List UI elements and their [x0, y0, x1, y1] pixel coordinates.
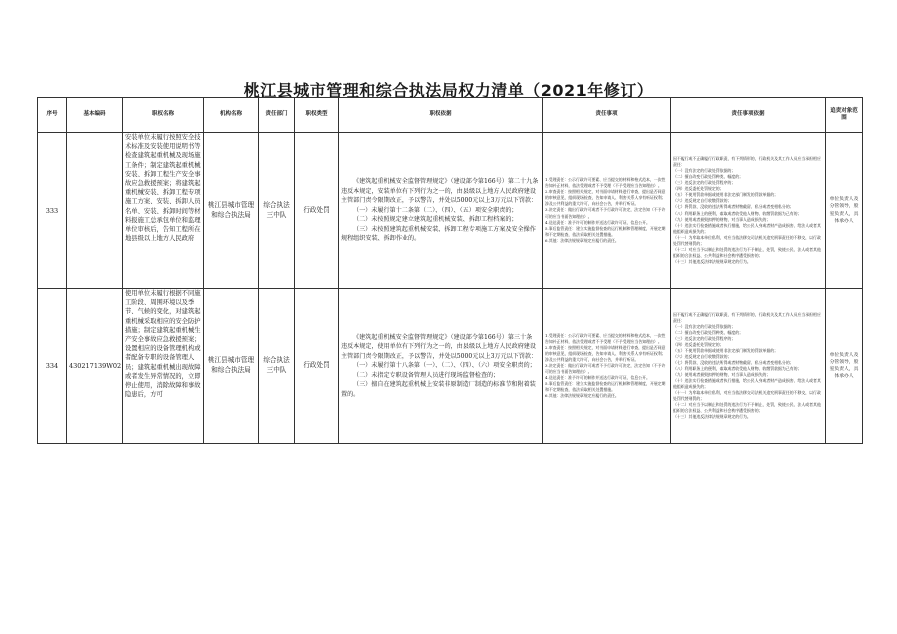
- resp-basis-line: （七）将罚款、没收的违法所得或者财物截留、私分或者变相私分的；: [673, 204, 794, 210]
- power-list-table: [37, 97, 863, 444]
- resp-basis-line: （四）违反委托处罚规定的；: [673, 186, 724, 192]
- cell-responsibility-basis: [671, 133, 826, 289]
- table-header-row: [38, 98, 863, 133]
- basis-line: （三）未按照建筑起重机械安装、拆卸工程专项施工方案及安全操作规程组织安装、拆卸作业的。: [341, 225, 536, 243]
- resp-line: 6.其他：法律法规规章规定应履行的责任。: [545, 237, 619, 243]
- resp-basis-line: 因不履行或不正确履行行政职责，有下列情形的，行政机关及其工作人员应当承担相应责任：: [673, 311, 821, 323]
- resp-basis-line: （十三）其他违反法律法规规章规定的行为。: [673, 414, 751, 420]
- header-org: 机构名称: [204, 98, 259, 133]
- cell-kind: 行政处罚: [295, 133, 339, 289]
- resp-line: 5.事后监管责任：建立实施监督检查的运行机制和管理制度，开展定期和不定期检查，依法采取相关处置措施。: [545, 381, 666, 393]
- resp-basis-line: （八）利用职务上的便利，索取或者收受他人财物、收缴罚款据为己有的；: [673, 366, 802, 371]
- resp-basis-line: （十二）对应当予以制止和处罚的违法行为不予制止、处罚，致使公民、法人或者其他组织的合法权益、公共利益和社会秩序遭受损害的；: [673, 246, 821, 258]
- resp-basis-line: （十三）其他违反法律法规规章规定的行为。: [673, 258, 751, 264]
- header-basis: 职权依据: [339, 98, 543, 133]
- header-seq: 序号: [38, 98, 67, 133]
- resp-basis-line: （六）违反规定自行收缴罚款的；: [673, 198, 732, 204]
- basis-line: 《建筑起重机械安全监督管理规定》（建设部令第166号）第三十条 违反本规定，使用单位有下列行为之一的，由县级以上地方人民政府建设主管部门责令限期改正，予以警告，并处以5000元以上3万元以下罚款：: [341, 333, 539, 360]
- resp-basis-line: （十一）为牟取本单位私利，对应当依法移交司法机关追究刑事责任的不移交，以行政处罚代替刑罚的；: [673, 390, 821, 402]
- resp-basis-line: （五）不使用罚款单据或使用非法定部门制发的罚款单据的；: [673, 192, 779, 198]
- resp-line: 4.送达责任：准予许可的制作并送达行政许可证，信息公开。: [545, 375, 650, 381]
- resp-line: 4.送达责任：准予许可的制作并送达行政许可证，信息公开。: [545, 219, 650, 225]
- resp-basis-line: （五）不使用罚款单据或使用非法定部门制发的罚款单据的；: [673, 347, 779, 353]
- resp-line: 3.决定责任：做出行政许可或者不予行政许可决定，法定告知（不予许可的应当书面告知理由）。: [545, 207, 666, 219]
- cell-code: [67, 133, 123, 289]
- header-remark: 追责对象范围: [826, 98, 863, 133]
- resp-basis-line: （三）违反法定的行政处罚程序的；: [673, 180, 736, 186]
- resp-line: 3.决定责任：做出行政许可或者不予行政许可决定，法定告知（不予许可的应当书面告知理由）。: [545, 362, 666, 375]
- header-dept: 责任部门: [259, 98, 295, 133]
- cell-power-name: 安装单位未履行按照安全技术标准及安装使用说明书等检查建筑起重机械及现场施工条件；制定建筑起重机械安装、拆卸工程生产安全事故应急救援预案；将建筑起重机械安装、拆卸工程专项施工方案、安装、拆卸人员名单、安装、拆卸时间等材料报施工总承包单位和监理单位审核后，告知工程所在地县级以上地方人民政府: [123, 133, 204, 289]
- resp-basis-line: （四）违反委托处罚规定的；: [673, 341, 724, 347]
- resp-basis-line: （十）违法实行检查措施或者执行措施，给公民人身或者财产造成损害、给法人或者其他组织造成损失的；: [673, 222, 821, 234]
- resp-line: 2.审查责任：按照相关规定，对书面申请材料进行审查，提出是否同意的审核意见，组织现场检查，告知申请人、利害关系人享有听证权利；涉及公共利益的重大许可，向社会公告，并举行听证。: [545, 189, 666, 207]
- cell-accountability: 单位负责人及分管领导，股室负责人，具体承办人: [826, 289, 863, 444]
- header-code: 基本编码: [67, 98, 123, 133]
- cell-kind: 行政处罚: [295, 289, 339, 444]
- resp-line: 5.事后监管责任：建立实施监督检查的运行机制和管理制度，开展定期和不定期检查，依法采取相关处置措施。: [545, 225, 666, 237]
- basis-line: （二）未按照规定建立建筑起重机械安装、拆卸工程档案的；: [353, 216, 518, 224]
- basis-line: （二）未指定专职设备管理人员进行现场监督检查的；: [353, 371, 500, 379]
- basis-line: （一）未履行第十二条第（二）、（四）、（五）项安全职责的；: [353, 206, 518, 214]
- cell-accountability: 单位负责人及分管领导，股室负责人，具体承办人: [826, 133, 863, 289]
- basis-line: （一）未履行第十八条第（一）、（二）、（四）、（六）项安全职责的；: [353, 362, 536, 370]
- header-kind: 职权类型: [295, 98, 339, 133]
- cell-dept: 综合执法三中队: [259, 133, 295, 289]
- cell-responsibility: [543, 133, 671, 289]
- cell-responsibility: [543, 289, 671, 444]
- resp-line: 1.受理责任：公示行政许可要素、应当提交的材料和格式范本，一次性告知补正材料，依法受理或者不予受理（不予受理应当告知理由）。: [545, 177, 666, 189]
- resp-basis-line: （十二）对应当予以制止和处罚的违法行为不予制止、处罚，致使公民、法人或者其他组织的合法权益、公共利益和社会秩序遭受损害的；: [673, 402, 821, 414]
- cell-responsibility-basis: [671, 289, 826, 444]
- resp-basis-line: （二）擅自改变行政处罚种类、幅度的；: [673, 329, 744, 335]
- cell-org: 桃江县城市管理和综合执法局: [204, 133, 259, 289]
- resp-basis-line: （一）没有法定的行政处罚依据的；: [673, 168, 736, 174]
- resp-basis-line: 因不履行或不正确履行行政职责，有下列情形的，行政机关及其工作人员应当承担相应责任：: [673, 156, 821, 168]
- cell-basis: [339, 133, 543, 289]
- table-row: [38, 289, 863, 444]
- resp-basis-line: （一）没有法定的行政处罚依据的；: [673, 323, 736, 329]
- resp-basis-line: （十）违法实行检查措施或者执行措施，给公民人身或者财产造成损害、给法人或者其他组织造成损失的；: [673, 378, 821, 390]
- resp-basis-line: （九）使用或者损毁扣押的财物，对当事人造成损失的；: [673, 216, 771, 222]
- cell-power-name: 使用单位未履行根据不同施工阶段、周围环境以及季节、气候的变化，对建筑起重机械采取相应的安全防护措施；制定建筑起重机械生产安全事故应急救援预案；设置相应的设备管理机构或者配备专职的设备管理人员；建筑起重机械出现故障或者发生异常情况的，立即停止使用，消除故障和事故隐患后，方可: [123, 289, 204, 444]
- cell-dept: 综合执法三中队: [259, 289, 295, 444]
- resp-line: 1.受理责任：公示行政许可要素、应当提交的材料和格式范本，一次性告知补正材料，依法受理或者不予受理（不予受理应当告知理由）。: [545, 332, 666, 344]
- resp-basis-line: （八）利用职务上的便利，索取或者收受他人财物、收缴罚款据为己有的；: [673, 210, 802, 216]
- header-resp: 责任事项: [543, 98, 671, 133]
- header-resp-basis: 责任事项依据: [671, 98, 826, 133]
- resp-line: 6.其他：法律法规规章规定应履行的责任。: [545, 393, 619, 399]
- cell-org: 桃江县城市管理和综合执法局: [204, 289, 259, 444]
- page-title: 桃江县城市管理和综合执法局权力清单（2021年修订）: [243, 81, 654, 100]
- cell-code: 430217139W02: [67, 289, 123, 444]
- resp-basis-line: （六）违反规定自行收缴罚款的；: [673, 353, 732, 359]
- resp-line: 2.审查责任：按照相关规定，对书面申请材料进行审查，提出是否同意的审核意见，组织现场检查，告知申请人、利害关系人享有听证权利；涉及公共利益的重大许可，向社会公告，并举行听证。: [545, 344, 666, 362]
- resp-basis-line: （十一）为牟取本单位私利，对应当依法移交司法机关追究刑事责任的不移交，以行政处罚代替刑罚的；: [673, 234, 821, 246]
- resp-basis-line: （九）使用或者损毁扣押的财物，对当事人造成损失的；: [673, 372, 771, 378]
- cell-basis: [339, 289, 543, 444]
- basis-line: 《建筑起重机械安全监督管理规定》（建设部令第166号）第二十九条 违反本规定，安装单位有下列行为之一的，由县级以上地方人民政府建设主管部门责令限期改正，予以警告，并处以5000元以上3万元以下罚款：: [341, 178, 545, 205]
- header-name: 职权名称: [123, 98, 204, 133]
- basis-line: （三）擅自在建筑起重机械上安装非原制造厂制造的标准节和附着装置的。: [341, 381, 536, 398]
- resp-basis-line: （三）违反法定的行政处罚程序的；: [673, 335, 736, 341]
- cell-seq: 333: [38, 133, 67, 289]
- cell-seq: 334: [38, 289, 67, 444]
- resp-basis-line: （七）将罚款、没收的违法所得或者财物截留、私分或者变相私分的；: [673, 359, 794, 365]
- resp-basis-line: （二）擅自改变行政处罚种类、幅度的；: [673, 174, 744, 180]
- table-row: [38, 133, 863, 289]
